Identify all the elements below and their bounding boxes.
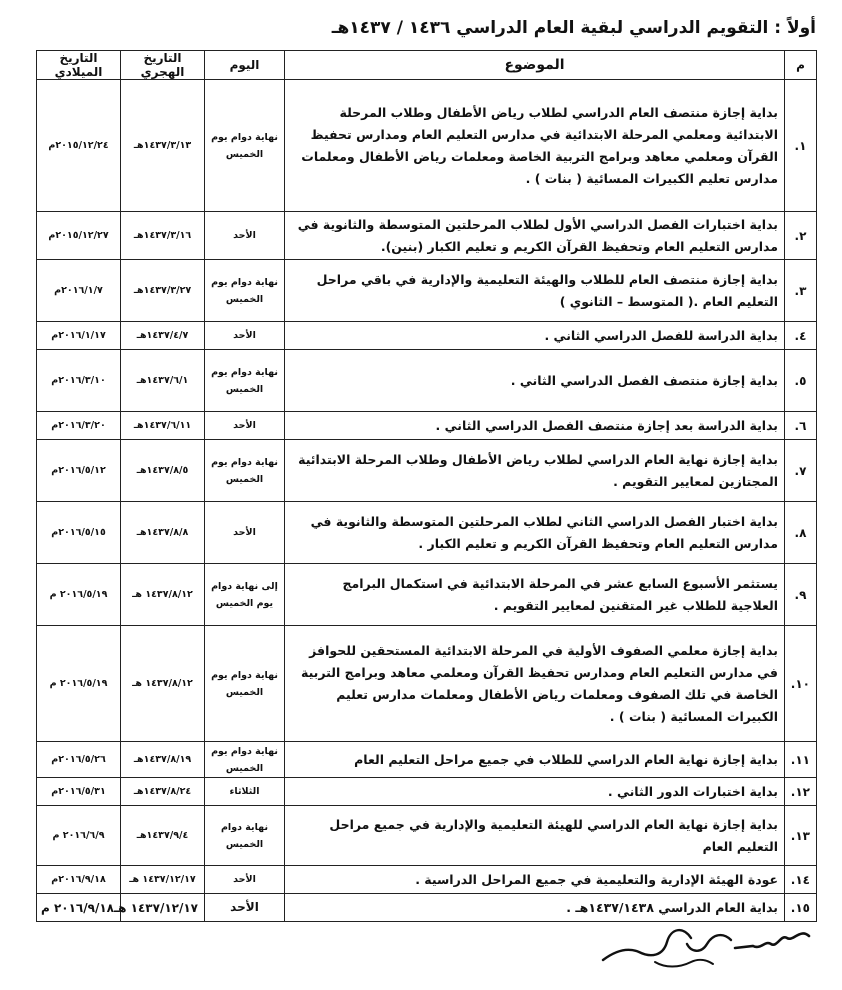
- header-topic: الموضوع: [285, 51, 785, 80]
- row-gregorian-date: ٢٠١٦/١/١٧م: [37, 322, 121, 350]
- table-row: [37, 742, 817, 778]
- row-hijri-date: ١٤٣٧/١٢/١٧ هـ: [121, 894, 205, 922]
- row-day: الأحد: [205, 212, 285, 260]
- row-gregorian-date: ٢٠١٦/٥/١٩ م: [37, 564, 121, 626]
- row-day: نهاية دوام الخميس: [205, 806, 285, 866]
- row-topic: بداية الدراسة بعد إجازة منتصف الفصل الدراسي الثاني .: [285, 412, 785, 440]
- row-day: الأحد: [205, 412, 285, 440]
- row-topic: بداية اختبار الفصل الدراسي الثاني لطلاب المرحلتين المتوسطة والثانوية في مدارس التعليم العام وتحفيظ القرآن الكريم و تعليم الكبار .: [285, 502, 785, 564]
- row-hijri-date: ١٤٣٧/٦/١هـ: [121, 350, 205, 412]
- row-number: ١٠.: [785, 626, 817, 742]
- row-day: الأحد: [205, 866, 285, 894]
- row-number: ٩.: [785, 564, 817, 626]
- row-number: ٧.: [785, 440, 817, 502]
- calendar-table: [36, 50, 817, 922]
- row-number: ٣.: [785, 260, 817, 322]
- row-number: ١٥.: [785, 894, 817, 922]
- header-day: اليوم: [205, 51, 285, 80]
- table-row: [37, 440, 817, 502]
- row-number: ٦.: [785, 412, 817, 440]
- row-gregorian-date: ٢٠١٥/١٢/٢٤م: [37, 80, 121, 212]
- row-topic: بداية العام الدراسي ١٤٣٧/١٤٣٨هـ .: [285, 894, 785, 922]
- row-gregorian-date: ٢٠١٦/٣/٢٠م: [37, 412, 121, 440]
- table-row: [37, 502, 817, 564]
- row-day: نهاية دوام يوم الخميس: [205, 80, 285, 212]
- table-row: [37, 212, 817, 260]
- row-day: إلى نهاية دوام يوم الخميس: [205, 564, 285, 626]
- table-row: [37, 778, 817, 806]
- row-number: ٨.: [785, 502, 817, 564]
- header-num: م: [785, 51, 817, 80]
- row-gregorian-date: ٢٠١٦/٥/٢٦م: [37, 742, 121, 778]
- table-row: [37, 866, 817, 894]
- row-day: الأحد: [205, 322, 285, 350]
- row-gregorian-date: ٢٠١٦/٣/١٠م: [37, 350, 121, 412]
- table-row: [37, 564, 817, 626]
- table-row: [37, 80, 817, 212]
- row-number: ٥.: [785, 350, 817, 412]
- row-hijri-date: ١٤٣٧/٦/١١هـ: [121, 412, 205, 440]
- row-day: نهاية دوام يوم الخميس: [205, 260, 285, 322]
- row-day: الأحد: [205, 894, 285, 922]
- table-row: [37, 412, 817, 440]
- signature: [595, 918, 815, 978]
- row-topic: يستثمر الأسبوع السابع عشر في المرحلة الابتدائية في استكمال البرامج العلاجية للطلاب غير المتقنين لمعايير التقويم .: [285, 564, 785, 626]
- row-hijri-date: ١٤٣٧/٣/١٦هـ: [121, 212, 205, 260]
- row-gregorian-date: ٢٠١٥/١٢/٢٧م: [37, 212, 121, 260]
- row-hijri-date: ١٤٣٧/٨/٥هـ: [121, 440, 205, 502]
- row-day: الثلاثاء: [205, 778, 285, 806]
- row-gregorian-date: ٢٠١٦/٥/١٥م: [37, 502, 121, 564]
- row-topic: عودة الهيئة الإدارية والتعليمية في جميع المراحل الدراسية .: [285, 866, 785, 894]
- row-day: نهاية دوام يوم الخميس: [205, 350, 285, 412]
- row-topic: بداية إجازة منتصف العام للطلاب والهيئة التعليمية والإدارية في باقي مراحل التعليم العام .( المتوسط – الثانوي ): [285, 260, 785, 322]
- row-gregorian-date: ٢٠١٦/٩/١٨م: [37, 866, 121, 894]
- table-row: [37, 806, 817, 866]
- table-row: [37, 626, 817, 742]
- row-gregorian-date: ٢٠١٦/٥/١٩ م: [37, 626, 121, 742]
- table-row: [37, 322, 817, 350]
- row-hijri-date: ١٤٣٧/٨/١٢ هـ: [121, 564, 205, 626]
- row-gregorian-date: ٢٠١٦/١/٧م: [37, 260, 121, 322]
- row-number: ١٢.: [785, 778, 817, 806]
- row-topic: بداية إجازة منتصف العام الدراسي لطلاب رياض الأطفال وطلاب المرحلة الابتدائية ومعلمي المرحلة الابتدائية في مدارس التعليم العام ومدارس تحفيظ القرآن ومعلمي معاهد وبرامج التربية الخاصة ومعلمات رياض الأطفال ومعلمات مدارس تعليم الكبيرات المسائية ( بنات ) .: [285, 80, 785, 212]
- table-body: [37, 80, 817, 922]
- row-hijri-date: ١٤٣٧/٨/١٩هـ: [121, 742, 205, 778]
- row-topic: بداية إجازة منتصف الفصل الدراسي الثاني .: [285, 350, 785, 412]
- row-day: الأحد: [205, 502, 285, 564]
- row-hijri-date: ١٤٣٧/٨/٨هـ: [121, 502, 205, 564]
- row-number: ١٤.: [785, 866, 817, 894]
- row-day: نهاية دوام يوم الخميس: [205, 626, 285, 742]
- row-hijri-date: ١٤٣٧/٤/٧هـ: [121, 322, 205, 350]
- row-number: ١٣.: [785, 806, 817, 866]
- row-hijri-date: ١٤٣٧/٨/١٢ هـ: [121, 626, 205, 742]
- table-row: [37, 260, 817, 322]
- row-hijri-date: ١٤٣٧/١٢/١٧ هـ: [121, 866, 205, 894]
- row-hijri-date: ١٤٣٧/٣/٢٧هـ: [121, 260, 205, 322]
- table-header-row: [37, 51, 817, 80]
- row-topic: بداية إجازة نهاية العام الدراسي للهيئة التعليمية والإدارية في جميع مراحل التعليم العام: [285, 806, 785, 866]
- row-topic: بداية اختبارات الفصل الدراسي الأول لطلاب المرحلتين المتوسطة والثانوية في مدارس التعليم العام وتحفيظ القرآن الكريم و تعليم الكبار (بنين).: [285, 212, 785, 260]
- row-topic: بداية إجازة معلمي الصفوف الأولية في المرحلة الابتدائية المستحقين للحوافز في مدارس التعليم العام ومدارس تحفيظ القرآن ومعلمي معاهد وبرامج التربية الخاصة في تلك الصفوف ومعلمات رياض الأطفال ومعلمات مدارس تعليم الكبيرات المسائية ( بنات ) .: [285, 626, 785, 742]
- row-hijri-date: ١٤٣٧/٣/١٣هـ: [121, 80, 205, 212]
- row-number: ٢.: [785, 212, 817, 260]
- row-number: ١١.: [785, 742, 817, 778]
- row-topic: بداية إجازة نهاية العام الدراسي للطلاب في جميع مراحل التعليم العام: [285, 742, 785, 778]
- table-row: [37, 350, 817, 412]
- row-gregorian-date: ٢٠١٦/٥/٣١م: [37, 778, 121, 806]
- header-hijri: التاريخ الهجري: [121, 51, 205, 80]
- row-hijri-date: ١٤٣٧/٨/٢٤هـ: [121, 778, 205, 806]
- row-gregorian-date: ٢٠١٦/٩/١٨ م: [37, 894, 121, 922]
- row-gregorian-date: ٢٠١٦/٥/١٢م: [37, 440, 121, 502]
- row-topic: بداية الدراسة للفصل الدراسي الثاني .: [285, 322, 785, 350]
- row-day: نهاية دوام يوم الخميس: [205, 440, 285, 502]
- row-day: نهاية دوام يوم الخميس: [205, 742, 285, 778]
- page-title: أولاً : التقويم الدراسي لبقية العام الدراسي ١٤٣٦ / ١٤٣٧هـ: [331, 18, 816, 38]
- header-gregorian: التاريخ الميلادي: [37, 51, 121, 80]
- row-gregorian-date: ٢٠١٦/٦/٩ م: [37, 806, 121, 866]
- row-number: ٤.: [785, 322, 817, 350]
- row-topic: بداية إجازة نهاية العام الدراسي لطلاب رياض الأطفال وطلاب المرحلة الابتدائية المجتازين لمعايير التقويم .: [285, 440, 785, 502]
- row-number: ١.: [785, 80, 817, 212]
- row-topic: بداية اختبارات الدور الثاني .: [285, 778, 785, 806]
- row-hijri-date: ١٤٣٧/٩/٤هـ: [121, 806, 205, 866]
